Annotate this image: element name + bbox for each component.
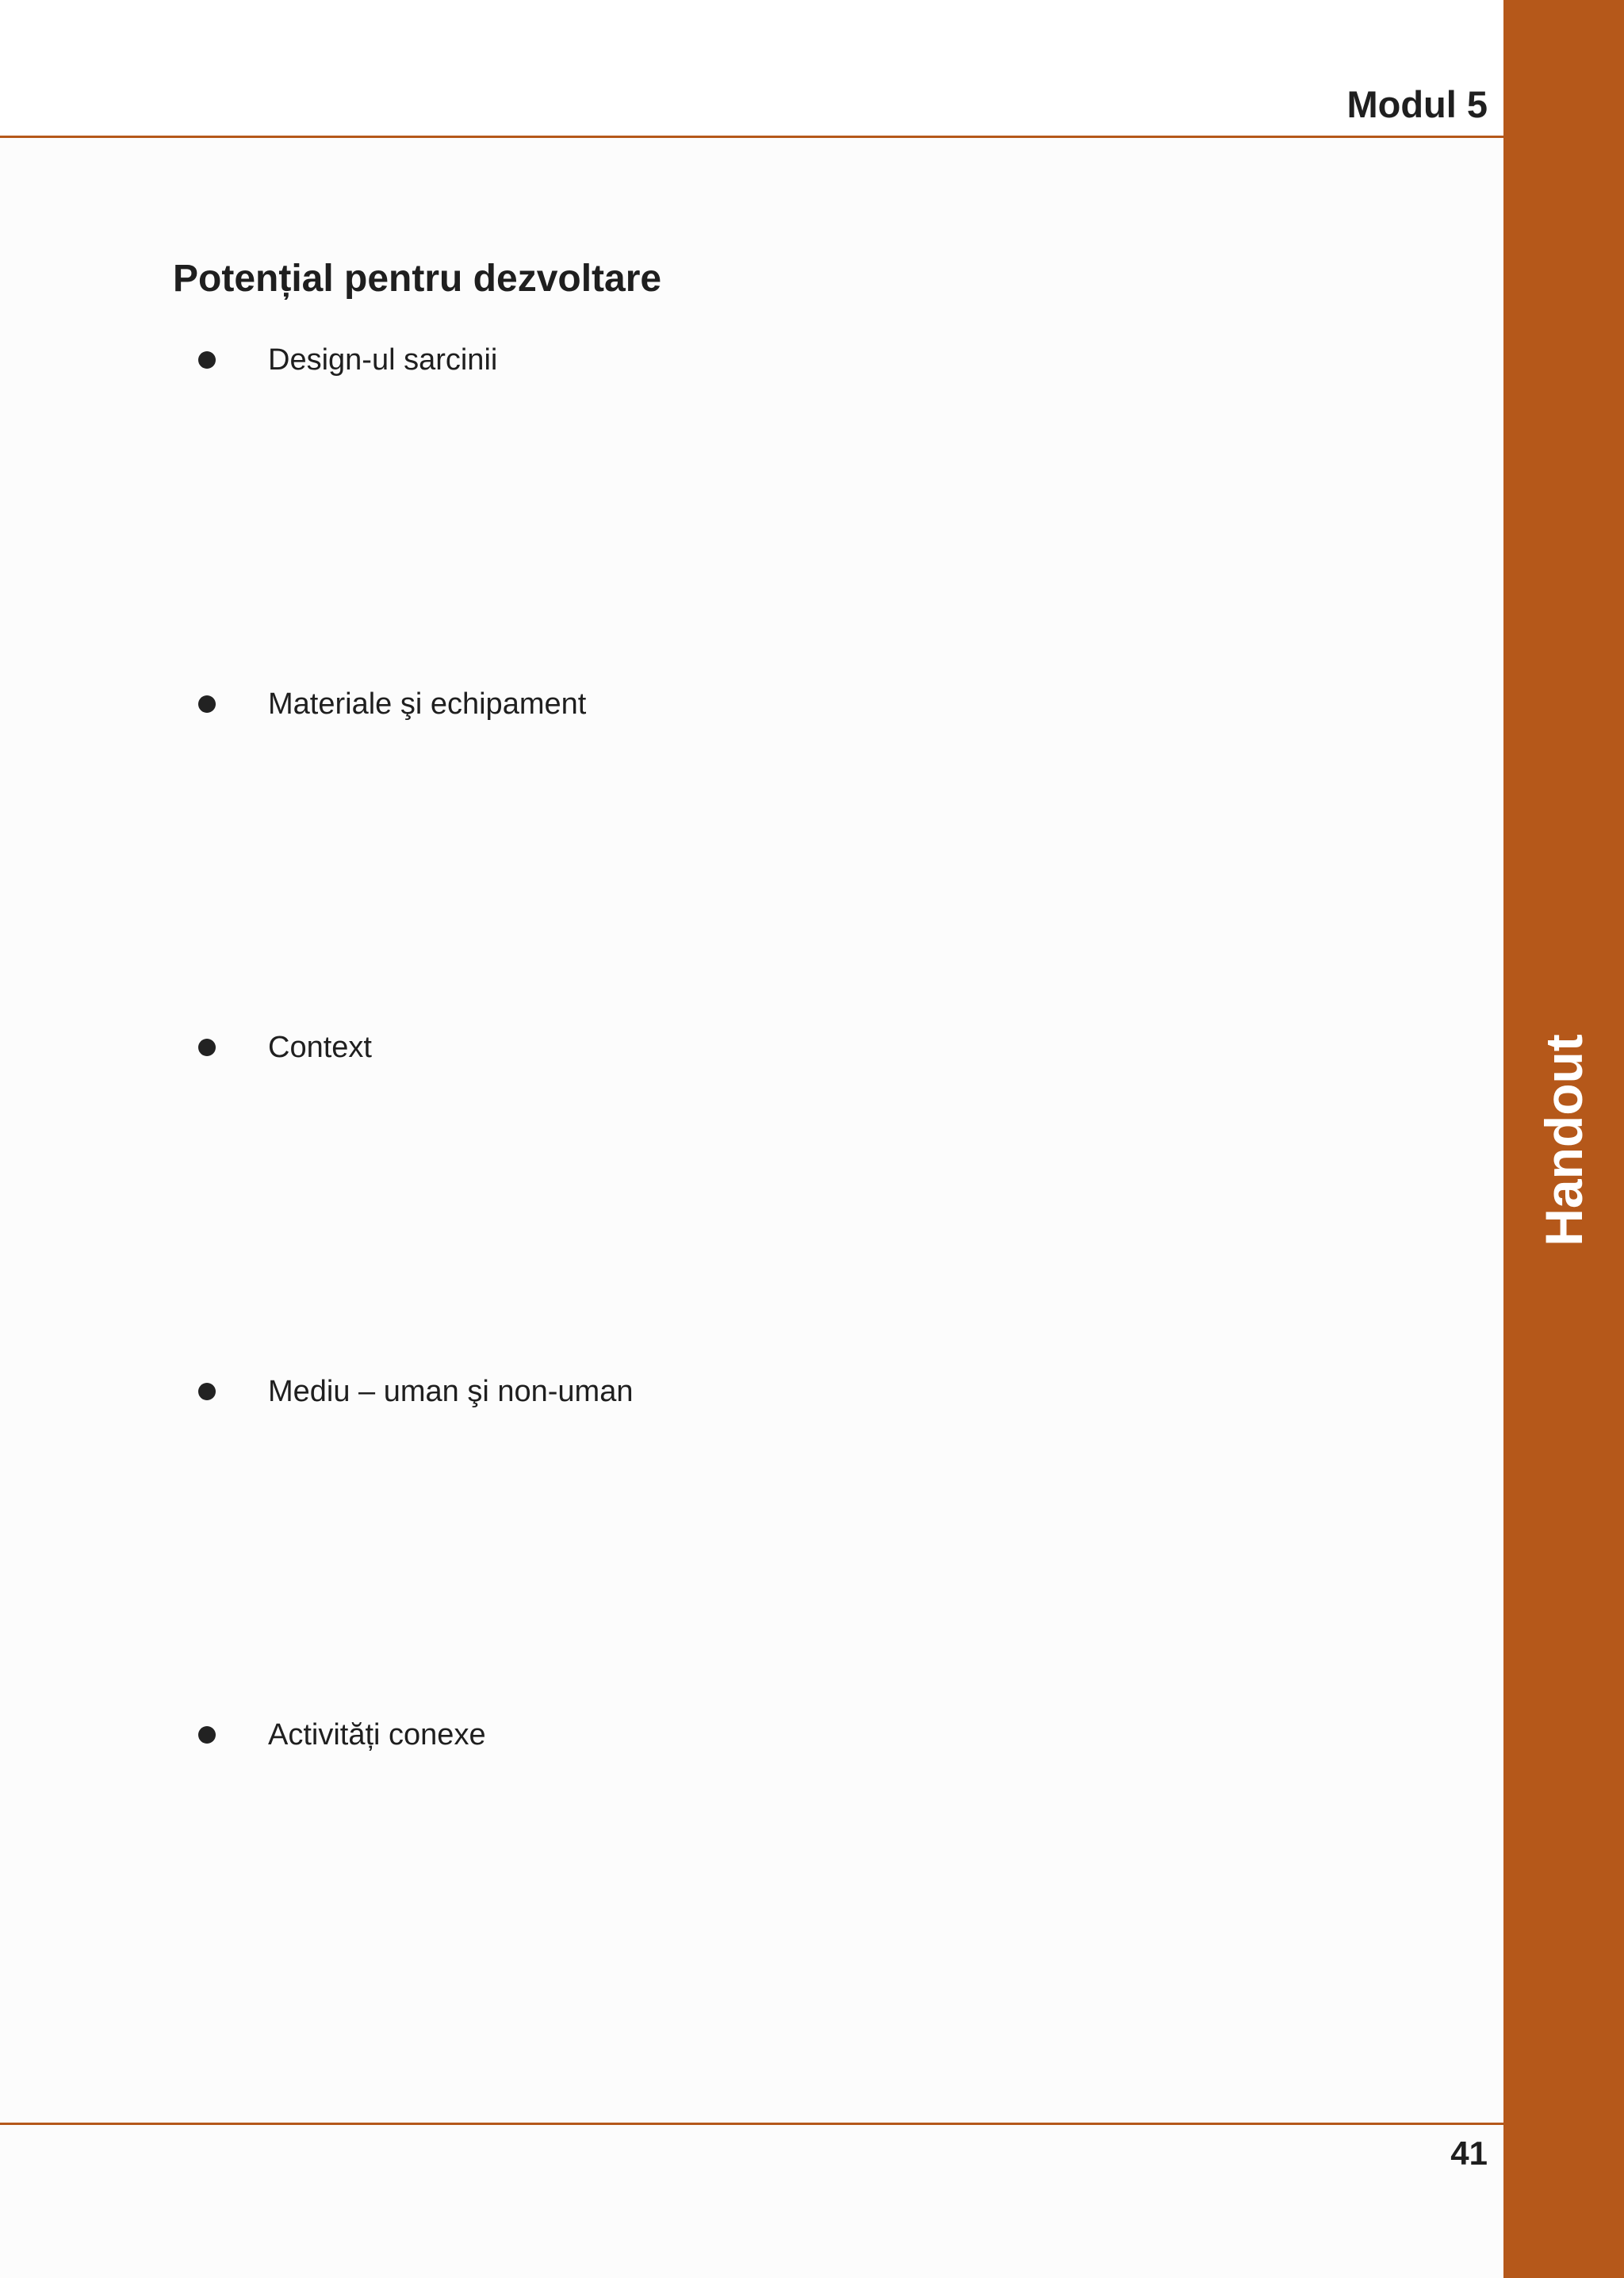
bullet-dot-icon — [198, 1383, 216, 1400]
bullet-dot-icon — [198, 1039, 216, 1056]
list-item — [198, 1032, 372, 1063]
list-item-label: Activități conexe — [268, 1717, 486, 1752]
footer-rule — [0, 2123, 1503, 2125]
list-item — [198, 1719, 486, 1751]
list-item-label: Mediu – uman şi non-uman — [268, 1374, 634, 1408]
list-item-label: Materiale şi echipament — [268, 687, 587, 721]
list-item — [198, 688, 586, 720]
list-item-label: Context — [268, 1030, 372, 1064]
page-number: 41 — [1450, 2134, 1488, 2172]
module-label: Modul 5 — [1346, 83, 1488, 125]
list-item — [198, 344, 497, 376]
side-tab-label: Handout — [1534, 1034, 1593, 1246]
bullet-dot-icon — [198, 695, 216, 713]
list-item-label: Design-ul sarcinii — [268, 343, 498, 377]
list-item — [198, 1376, 633, 1407]
bullet-dot-icon — [198, 351, 216, 369]
handout-side-tab — [1503, 0, 1624, 2278]
bullet-dot-icon — [198, 1726, 216, 1744]
page-title: Potențial pentru dezvoltare — [173, 258, 662, 300]
